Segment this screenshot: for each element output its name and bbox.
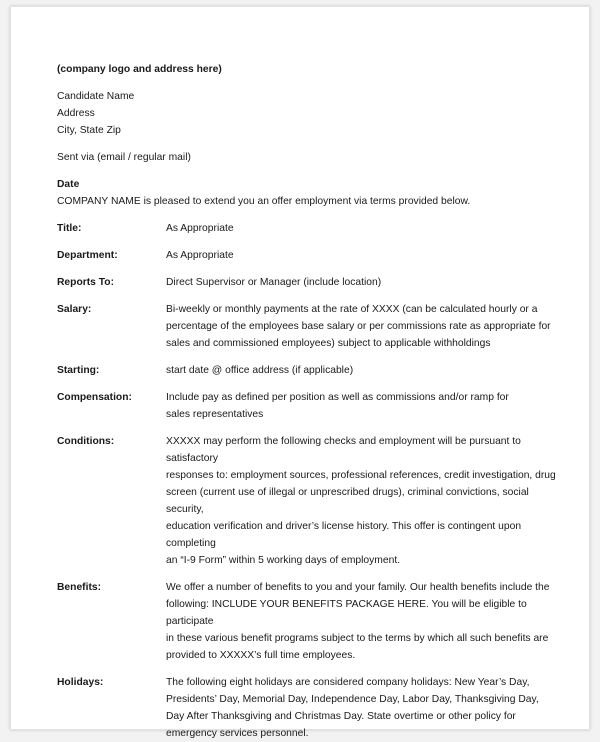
document-page: [10, 6, 590, 739]
term-row: [57, 247, 567, 264]
term-value-line: start date @ office address (if applicable): [166, 365, 354, 376]
term-value-line: screen (current use of illegal or unprescribed drugs), criminal convictions, social security,: [166, 487, 529, 515]
term-value-line: XXXXX may perform the following checks and employment will be pursuant to satisfactory: [166, 436, 521, 464]
term-row: [57, 301, 567, 352]
sent-via: Sent via (email / regular mail): [57, 152, 191, 163]
term-row: [57, 220, 567, 237]
term-value-line: provided to XXXXX’s full time employees.: [166, 650, 356, 661]
term-label: Salary:: [57, 304, 92, 315]
term-label: Conditions:: [57, 436, 115, 447]
term-value-line: Include pay as defined per position as well as commissions and/or ramp for: [166, 392, 509, 403]
term-value-line: responses to: employment sources, professional references, credit investigation, drug: [166, 470, 556, 481]
term-row: [57, 362, 567, 379]
term-value-line: sales representatives: [166, 409, 264, 420]
term-label: Title:: [57, 223, 82, 234]
intro-paragraph: COMPANY NAME is pleased to extend you an offer employment via terms provided below.: [57, 196, 471, 207]
term-row: [57, 433, 567, 569]
term-value-line: Day After Thanksgiving and Christmas Day. State overtime or other policy for: [166, 711, 516, 722]
term-label: Benefits:: [57, 582, 102, 593]
term-value: [166, 433, 567, 569]
term-value-line: education verification and driver’s license history. This offer is contingent upon completing: [166, 521, 522, 549]
term-value-line: Bi-weekly or monthly payments at the rate of XXXX (can be calculated hourly or a: [166, 304, 538, 315]
offer-letter-body: [57, 61, 567, 742]
candidate-address: Address: [57, 108, 95, 119]
candidate-name: Candidate Name: [57, 91, 135, 102]
term-label: Holidays:: [57, 677, 104, 688]
term-value-line: emergency services personnel.: [166, 728, 309, 739]
term-label: Reports To:: [57, 277, 115, 288]
term-value: [166, 362, 567, 379]
date-label: Date: [57, 179, 80, 190]
term-value-line: As Appropriate: [166, 223, 234, 234]
term-value: [166, 301, 567, 352]
term-value: [166, 247, 567, 264]
term-row: [57, 674, 567, 742]
term-label: Compensation:: [57, 392, 132, 403]
term-value-line: in these various benefit programs subject to the terms by which all such benefits are: [166, 633, 549, 644]
term-label: Starting:: [57, 365, 100, 376]
term-value: [166, 389, 567, 423]
term-value: [166, 579, 567, 664]
term-value-line: percentage of the employees base salary or per commissions rate as appropriate for: [166, 321, 551, 332]
term-value-line: We offer a number of benefits to you and your family. Our health benefits include the: [166, 582, 550, 593]
term-value-line: Presidents’ Day, Memorial Day, Independence Day, Labor Day, Thanksgiving Day,: [166, 694, 539, 705]
term-value-line: As Appropriate: [166, 250, 234, 261]
term-value-line: The following eight holidays are considered company holidays: New Year’s Day,: [166, 677, 530, 688]
term-row: [57, 274, 567, 291]
term-row: [57, 579, 567, 664]
terms-list: [57, 220, 567, 742]
logo-placeholder: (company logo and address here): [57, 64, 222, 75]
term-value-line: following: INCLUDE YOUR BENEFITS PACKAGE HERE. You will be eligible to participate: [166, 599, 527, 627]
term-value: [166, 674, 567, 742]
term-value: [166, 220, 567, 237]
term-value-line: Direct Supervisor or Manager (include location): [166, 277, 382, 288]
term-label: Department:: [57, 250, 118, 261]
term-value-line: an “I-9 Form” within 5 working days of employment.: [166, 555, 401, 566]
term-value: [166, 274, 567, 291]
candidate-city-state-zip: City, State Zip: [57, 125, 121, 136]
term-value-line: sales and commissioned employees) subject to applicable withholdings: [166, 338, 491, 349]
term-row: [57, 389, 567, 423]
